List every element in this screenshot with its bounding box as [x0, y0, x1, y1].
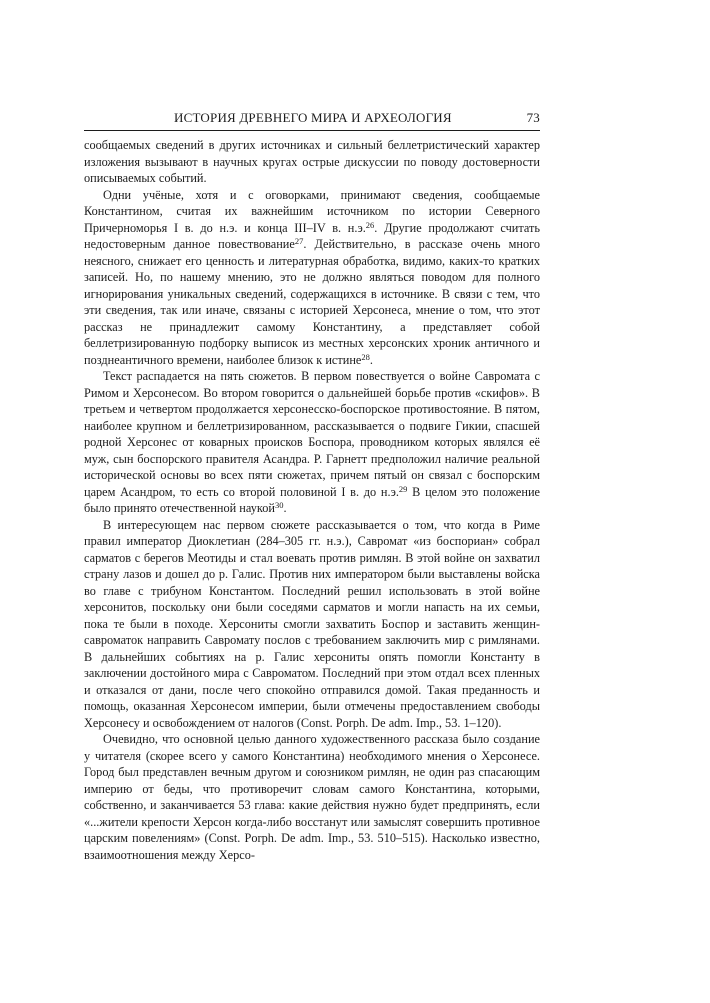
paragraph [84, 517, 540, 732]
paragraph-text: В целом это положение было принято отечественной наукой [84, 484, 540, 515]
page-number: 73 [526, 110, 540, 125]
paragraph-text: В интересующем нас первом сюжете рассказывается о том, что когда в Риме правил император Диоклетиан (284–305 гг. н.э.), Савромат «из боспориан» собрал сарматов с берегов Меотиды и стал воевать против римлян. В этой войне он захватил страну лазов и дошел до р. Галис. Против них императором были выставлены войска во главе с трибуном Константом. Последний решил использовать в этой войне херсонитов, поскольку они были соседями сарматов и могли напасть на их семьи, пока те были в походе. Херсониты смогли захватить Боспор и заставить женщин-савроматок направить Савромату послов с требованием заключить мир с римлянами. В дальнейших событиях на р. Галис херсониты опять помогли Константу в заключении достойного мира с Савроматом. Последний при этом отдал всех пленных и отказался от дани, после чего спокойно отправился домой. Такая преданность и помощь, оказанная Херсонесом империи, были отмечены предоставлением свободы Херсонесу и освобождением от налогов (Const. Porph. De adm. Imp., 53. 1–120). [84, 517, 540, 730]
header-rule [84, 130, 540, 131]
paragraph [84, 368, 540, 517]
paragraph [84, 187, 540, 369]
body-text [84, 137, 540, 863]
paragraph-text: Одни учёные, хотя и с оговорками, принимают сведения, сообщаемые Константином, считая их важнейшим источником по истории Северного Причерноморья I в. до н.э. и конца III–IV в. н.э. [84, 187, 540, 235]
paragraph-text: . [283, 501, 287, 515]
paragraph [84, 137, 540, 187]
paragraph [84, 731, 540, 863]
footnote-marker: 28 [361, 351, 370, 362]
paragraph-text: . Другие продолжают считать недостоверным данное повествование [84, 220, 540, 251]
paragraph-text: сообщаемых сведений в других источниках и сильный беллетристический характер изложения вызывают в научных кругах острые дискуссии по поводу достоверности описываемых событий. [84, 138, 540, 185]
paragraph-text: . Действительно, в рассказе очень много неясного, снижает его ценность и литературная обработка, видимо, каких-то кратких записей. Но, по нашему мнению, это не должно являться поводом для полного игнорирования уникальных сведений, содержащихся в источнике. В связи с тем, что эти сведения, так или иначе, связаны с историей Херсонеса, мнение о том, что этот рассказ не принадлежит самому Константину, а представляет собой беллетризированную подборку выписок из местных херсонских хроник античного и позднеантичного времени, наиболее близок к истине [84, 237, 540, 367]
footnote-marker: 26 [365, 219, 375, 230]
running-head-title: ИСТОРИЯ ДРЕВНЕГО МИРА И АРХЕОЛОГИЯ [174, 110, 452, 125]
paragraph-text: . [369, 352, 373, 367]
paragraph-text: Очевидно, что основной целью данного художественного рассказа было создание у читателя (скорее всего у самого Константина) необходимого мнения о Херсонесе. Город был представлен вечным другом и союзником римлян, не один раз спасающим империю от беды, что противоречит словам самого Константина, которыми, собственно, и заканчивается 53 глава: какие действия нужно будет предпринять, если «...жители крепости Херсон когда-либо восстанут или замыслят совершить противное царским повелениям» (Const. Porph. De adm. Imp., 53. 510–515). Насколько известно, взаимоотношения между Херсо- [84, 732, 540, 862]
footnote-marker: 29 [398, 483, 408, 494]
running-head [84, 110, 540, 128]
footnote-marker: 27 [294, 236, 304, 246]
paragraph-text: Текст распадается на пять сюжетов. В первом повествуется о войне Савромата с Римом и Херсонесом. Во втором говорится о дальнейшей борьбе против «скифов». В третьем и четвертом продолжается херсонесско-боспорское противостояние. В пятом, наиболее крупном и беллетризированном, рассказывается о подвиге Гикии, спасшей родной Херсонес от коварных происков Боспора, проводником которых являлся её муж, сын боспорского правителя Асандра. Р. Гарнетт предположил наличие реальной исторической основы во всех пяти сюжетах, причем пятый он связал с боспорским царем Асандром, то есть со второй половиной I в. до н.э. [84, 369, 540, 499]
footnote-marker: 30 [274, 500, 284, 510]
